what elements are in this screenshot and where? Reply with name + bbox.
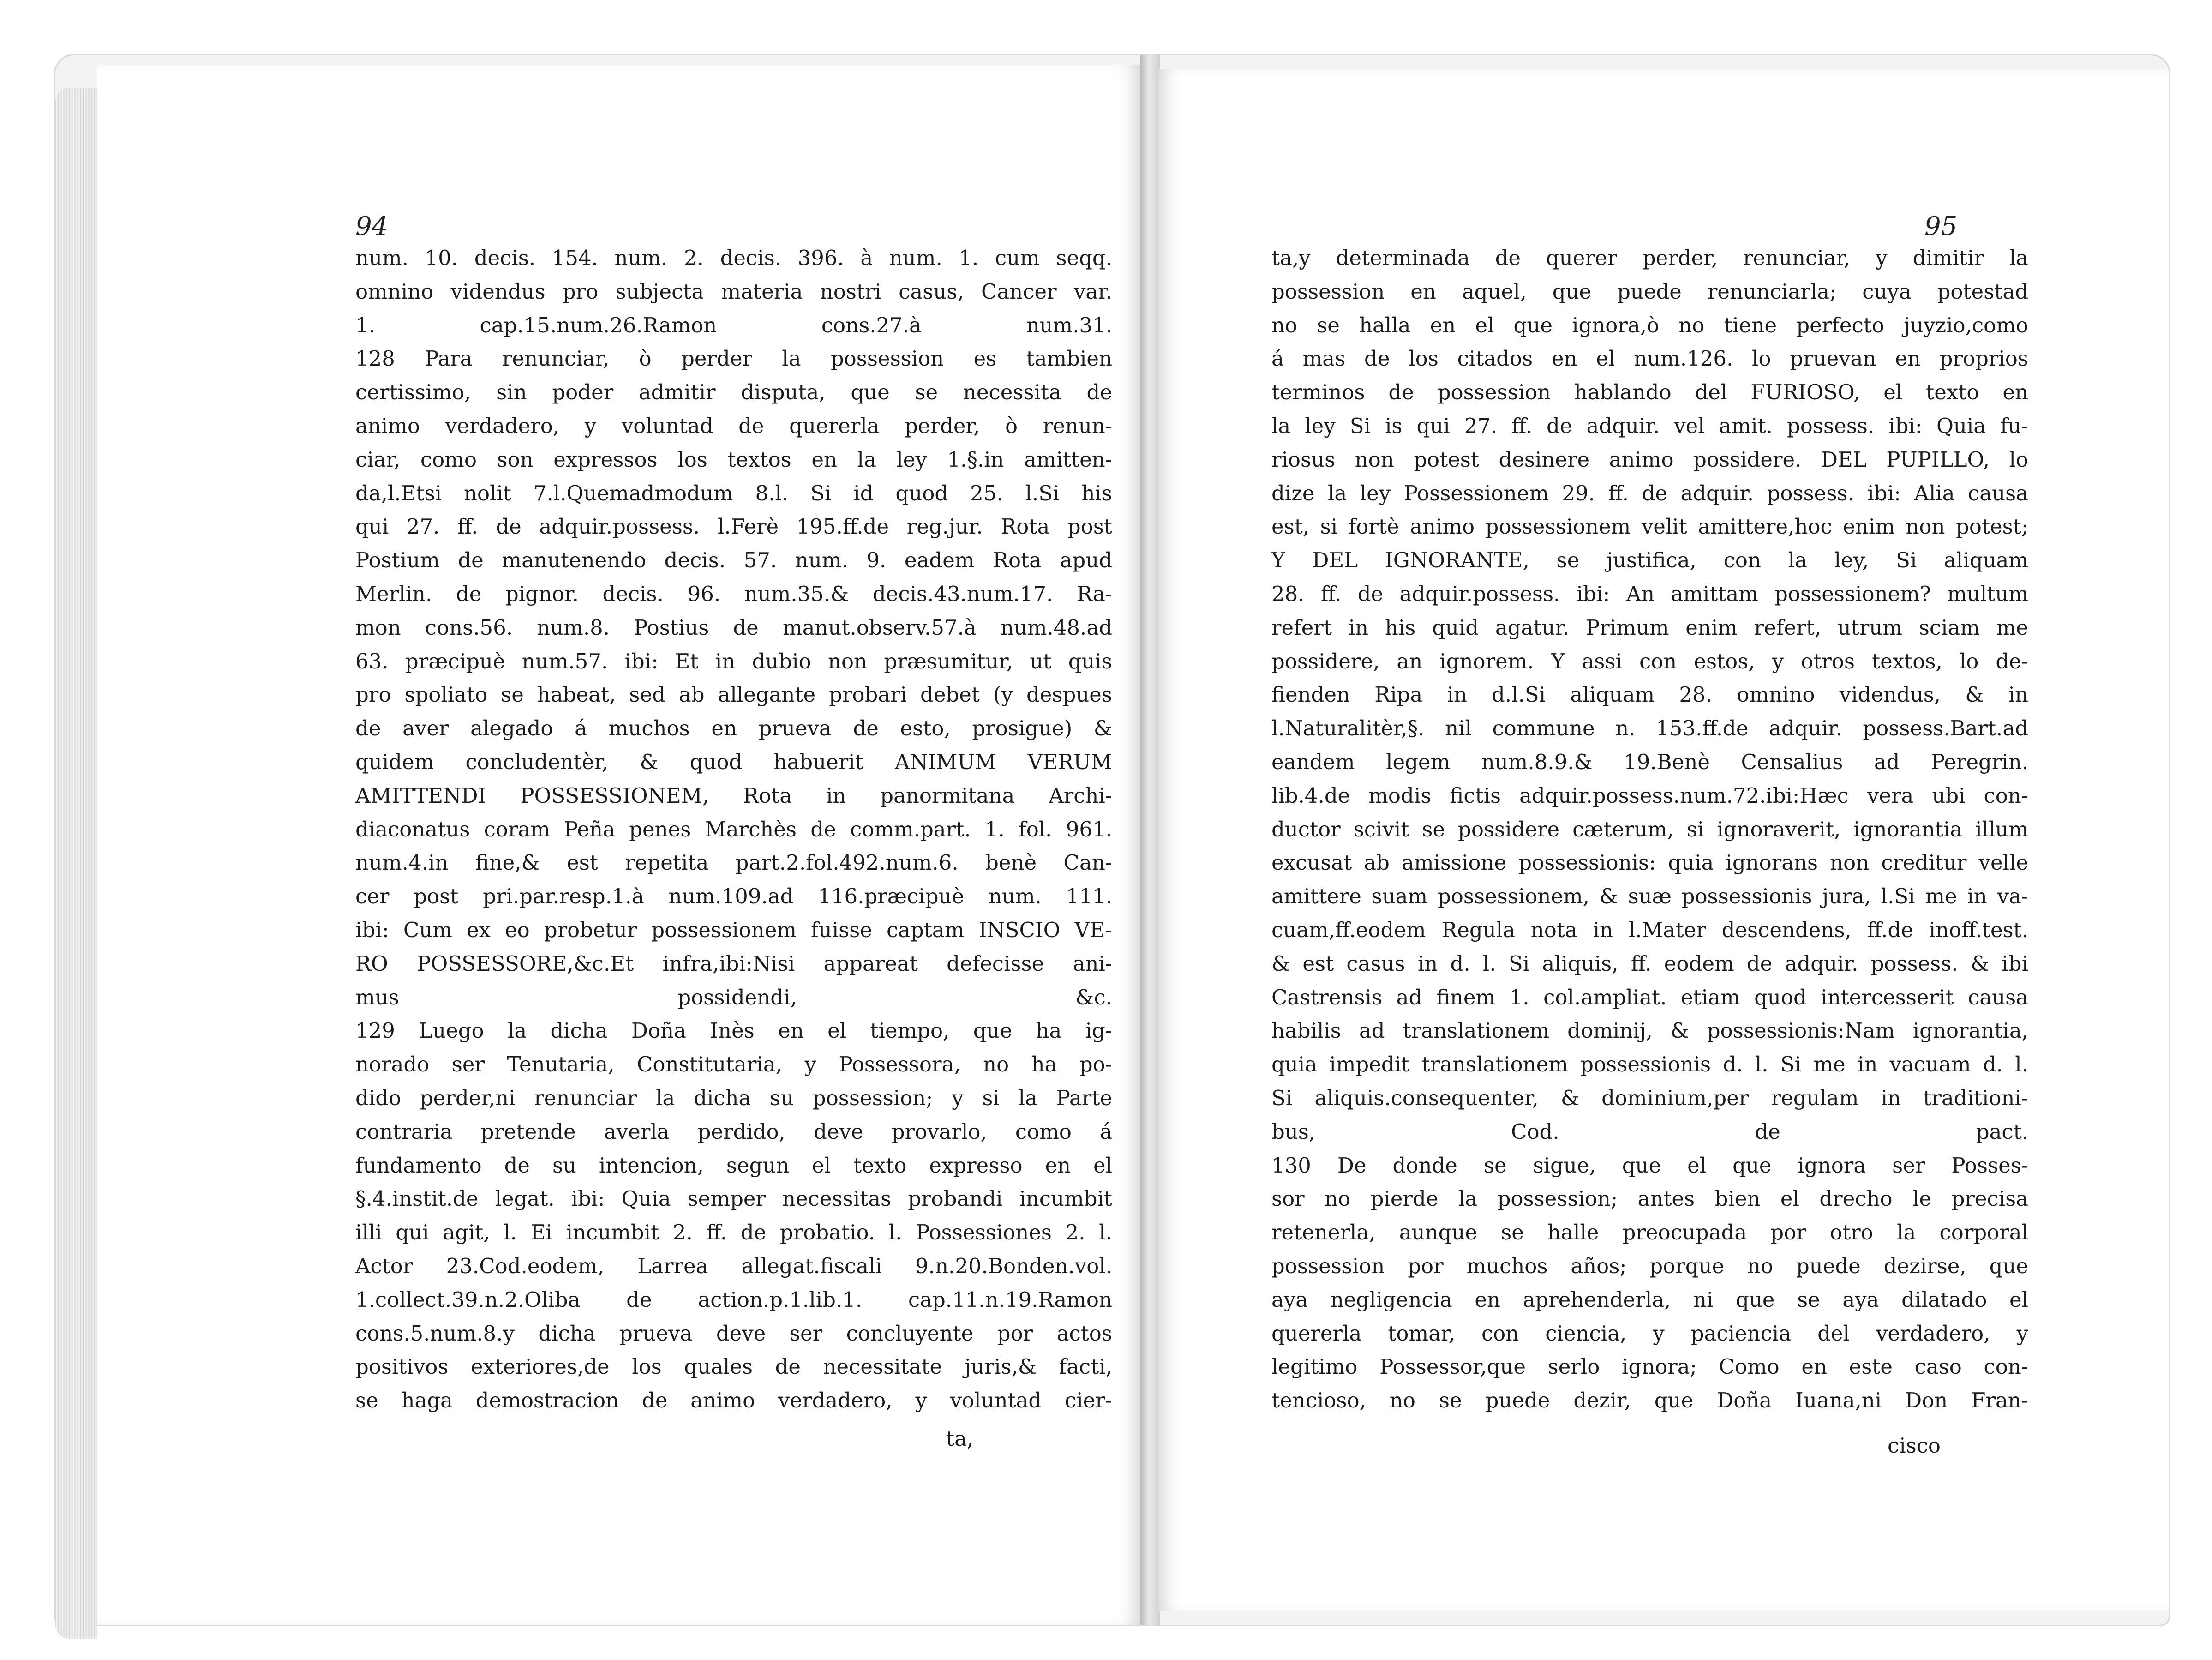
text-line: dize la ley Possessionem 29. ff. de adquir. possess. ibi: Alia causa <box>1271 481 2028 505</box>
text-line: cer post pri.par.resp.1.à num.109.ad 116.præcipuè num. 111. <box>355 884 1112 909</box>
text-line: quererla tomar, con ciencia, y paciencia del verdadero, y <box>1271 1321 2028 1346</box>
text-line: possession por muchos años; porque no puede dezirse, que <box>1271 1253 2028 1278</box>
text-line: eandem legem num.8.9.& 19.Benè Censalius ad Peregrin. <box>1271 749 2028 774</box>
text-line: Castrensis ad finem 1. col.ampliat. etiam quod intercesserit causa <box>1271 985 2028 1010</box>
text-line: 130 De donde se sigue, que el que ignora ser Posses- <box>1271 1153 2028 1178</box>
text-line: retenerla, aunque se halle preocupada por otro la corporal <box>1271 1220 2028 1245</box>
text-line: lib.4.de modis fictis adquir.possess.num.72.ibi:Hæc vera ubi con- <box>1271 783 2028 808</box>
gutter <box>1140 55 1160 1625</box>
text-line: cons.5.num.8.y dicha prueva deve ser concluyente por actos <box>355 1321 1112 1346</box>
text-line: mus possidendi, &c. <box>355 985 1112 1010</box>
text-line: aya negligencia en aprehenderla, ni que se aya dilatado el <box>1271 1287 2028 1312</box>
text-line: quia impedit translationem possessionis d. l. Si me in vacuam d. l. <box>1271 1052 2028 1077</box>
text-line: sor no pierde la possession; antes bien el drecho le precisa <box>1271 1186 2028 1211</box>
text-line: possession en aquel, que puede renunciarla; cuya potestad <box>1271 279 2028 304</box>
text-line: ductor scivit se possidere cæterum, si ignoraverit, ignorantia illum <box>1271 817 2028 842</box>
text-line: dido perder,ni renunciar la dicha su possession; y si la Parte <box>355 1085 1112 1110</box>
text-line: tencioso, no se puede dezir, que Doña Iuana,ni Don Fran- <box>1271 1388 2028 1413</box>
right-page <box>1158 69 2169 1611</box>
text-line: cuam,ff.eodem Regula nota in l.Mater descendens, ff.de inoff.test. <box>1271 917 2028 942</box>
text-line: mon cons.56. num.8. Postius de manut.observ.57.à num.48.ad <box>355 615 1112 640</box>
text-line: contraria pretende averla perdido, deve provarlo, como á <box>355 1119 1112 1144</box>
text-line: Postium de manutenendo decis. 57. num. 9. eadem Rota apud <box>355 548 1112 573</box>
text-line: 1. cap.15.num.26.Ramon cons.27.à num.31. <box>355 313 1112 337</box>
text-line: §.4.instit.de legat. ibi: Quia semper necessitas probandi incumbit <box>355 1186 1112 1211</box>
left-catchword: ta, <box>946 1426 974 1451</box>
text-line: certissimo, sin poder admitir disputa, que se necessita de <box>355 380 1112 405</box>
text-line: ciar, como son expressos los textos en la ley 1.§.in amitten- <box>355 447 1112 472</box>
text-line: omnino videndus pro subjecta materia nostri casus, Cancer var. <box>355 279 1112 304</box>
text-line: refert in his quid agatur. Primum enim refert, utrum sciam me <box>1271 615 2028 640</box>
text-line: se haga demostracion de animo verdadero, y voluntad cier- <box>355 1388 1112 1413</box>
text-line: positivos exteriores,de los quales de necessitate juris,& facti, <box>355 1354 1112 1379</box>
text-line: da,l.Etsi nolit 7.l.Quemadmodum 8.l. Si id quod 25. l.Si his <box>355 481 1112 505</box>
text-line: fundamento de su intencion, segun el texto expresso en el <box>355 1153 1112 1178</box>
right-page-text <box>1271 241 2028 1418</box>
text-line: bus, Cod. de pact. <box>1271 1119 2028 1144</box>
text-line: fienden Ripa in d.l.Si aliquam 28. omnino videndus, & in <box>1271 682 2028 707</box>
text-line: est, si fortè animo possessionem velit amittere,hoc enim non potest; <box>1271 514 2028 539</box>
text-line: de aver alegado á muchos en prueva de esto, prosigue) & <box>355 716 1112 741</box>
text-line: illi qui agit, l. Ei incumbit 2. ff. de probatio. l. Possessiones 2. l. <box>355 1220 1112 1245</box>
text-line: 63. præcipuè num.57. ibi: Et in dubio non præsumitur, ut quis <box>355 649 1112 674</box>
text-line: & est casus in d. l. Si aliquis, ff. eodem de adquir. possess. & ibi <box>1271 951 2028 976</box>
page-edges-left <box>55 88 97 1639</box>
text-line: Si aliquis.consequenter, & dominium,per regulam in traditioni- <box>1271 1085 2028 1110</box>
text-line: excusat ab amissione possessionis: quia ignorans non creditur velle <box>1271 850 2028 875</box>
left-page-text <box>355 241 1112 1418</box>
text-line: Merlin. de pignor. decis. 96. num.35.& decis.43.num.17. Ra- <box>355 581 1112 606</box>
text-line: AMITTENDI POSSESSIONEM, Rota in panormitana Archi- <box>355 783 1112 808</box>
text-line: ibi: Cum ex eo probetur possessionem fuisse captam INSCIO VE- <box>355 917 1112 942</box>
text-line: qui 27. ff. de adquir.possess. l.Ferè 195.ff.de reg.jur. Rota post <box>355 514 1112 539</box>
text-line: Actor 23.Cod.eodem, Larrea allegat.fiscali 9.n.20.Bonden.vol. <box>355 1253 1112 1278</box>
text-line: pro spoliato se habeat, sed ab allegante probari debet (y despues <box>355 682 1112 707</box>
right-catchword: cisco <box>1888 1433 1941 1458</box>
text-line: diaconatus coram Peña penes Marchès de comm.part. 1. fol. 961. <box>355 817 1112 842</box>
text-line: l.Naturalitèr,§. nil commune n. 153.ff.de adquir. possess.Bart.ad <box>1271 716 2028 741</box>
text-line: á mas de los citados en el num.126. lo pruevan en proprios <box>1271 346 2028 371</box>
text-line: ta,y determinada de querer perder, renunciar, y dimitir la <box>1271 246 2028 270</box>
text-line: riosus non potest desinere animo possidere. DEL PUPILLO, lo <box>1271 447 2028 472</box>
text-line: 28. ff. de adquir.possess. ibi: An amittam possessionem? multum <box>1271 581 2028 606</box>
right-page-number: 95 <box>1924 211 1958 241</box>
left-page <box>97 65 1140 1625</box>
text-line: amittere suam possessionem, & suæ possessionis jura, l.Si me in va- <box>1271 884 2028 909</box>
text-line: no se halla en el que ignora,ò no tiene perfecto juyzio,como <box>1271 313 2028 337</box>
text-line: 129 Luego la dicha Doña Inès en el tiempo, que ha ig- <box>355 1018 1112 1043</box>
text-line: norado ser Tenutaria, Constitutaria, y Possessora, no ha po- <box>355 1052 1112 1077</box>
text-line: habilis ad translationem dominij, & possessionis:Nam ignorantia, <box>1271 1018 2028 1043</box>
text-line: la ley Si is qui 27. ff. de adquir. vel amit. possess. ibi: Quia fu- <box>1271 413 2028 438</box>
text-line: Y DEL IGNORANTE, se justifica, con la ley, Si aliquam <box>1271 548 2028 573</box>
text-line: num.4.in fine,& est repetita part.2.fol.492.num.6. benè Can- <box>355 850 1112 875</box>
text-line: num. 10. decis. 154. num. 2. decis. 396. à num. 1. cum seqq. <box>355 246 1112 270</box>
text-line: 1.collect.39.n.2.Oliba de action.p.1.lib.1. cap.11.n.19.Ramon <box>355 1287 1112 1312</box>
left-page-number: 94 <box>355 211 389 241</box>
text-line: legitimo Possessor,que serlo ignora; Como en este caso con- <box>1271 1354 2028 1379</box>
text-line: quidem concludentèr, & quod habuerit ANIMUM VERUM <box>355 749 1112 774</box>
text-line: 128 Para renunciar, ò perder la possession es tambien <box>355 346 1112 371</box>
text-line: possidere, an ignorem. Y assi con estos, y otros textos, lo de- <box>1271 649 2028 674</box>
text-line: animo verdadero, y voluntad de quererla perder, ò renun- <box>355 413 1112 438</box>
text-line: terminos de possession hablando del FURIOSO, el texto en <box>1271 380 2028 405</box>
text-line: RO POSSESSORE,&c.Et infra,ibi:Nisi appareat defecisse ani- <box>355 951 1112 976</box>
